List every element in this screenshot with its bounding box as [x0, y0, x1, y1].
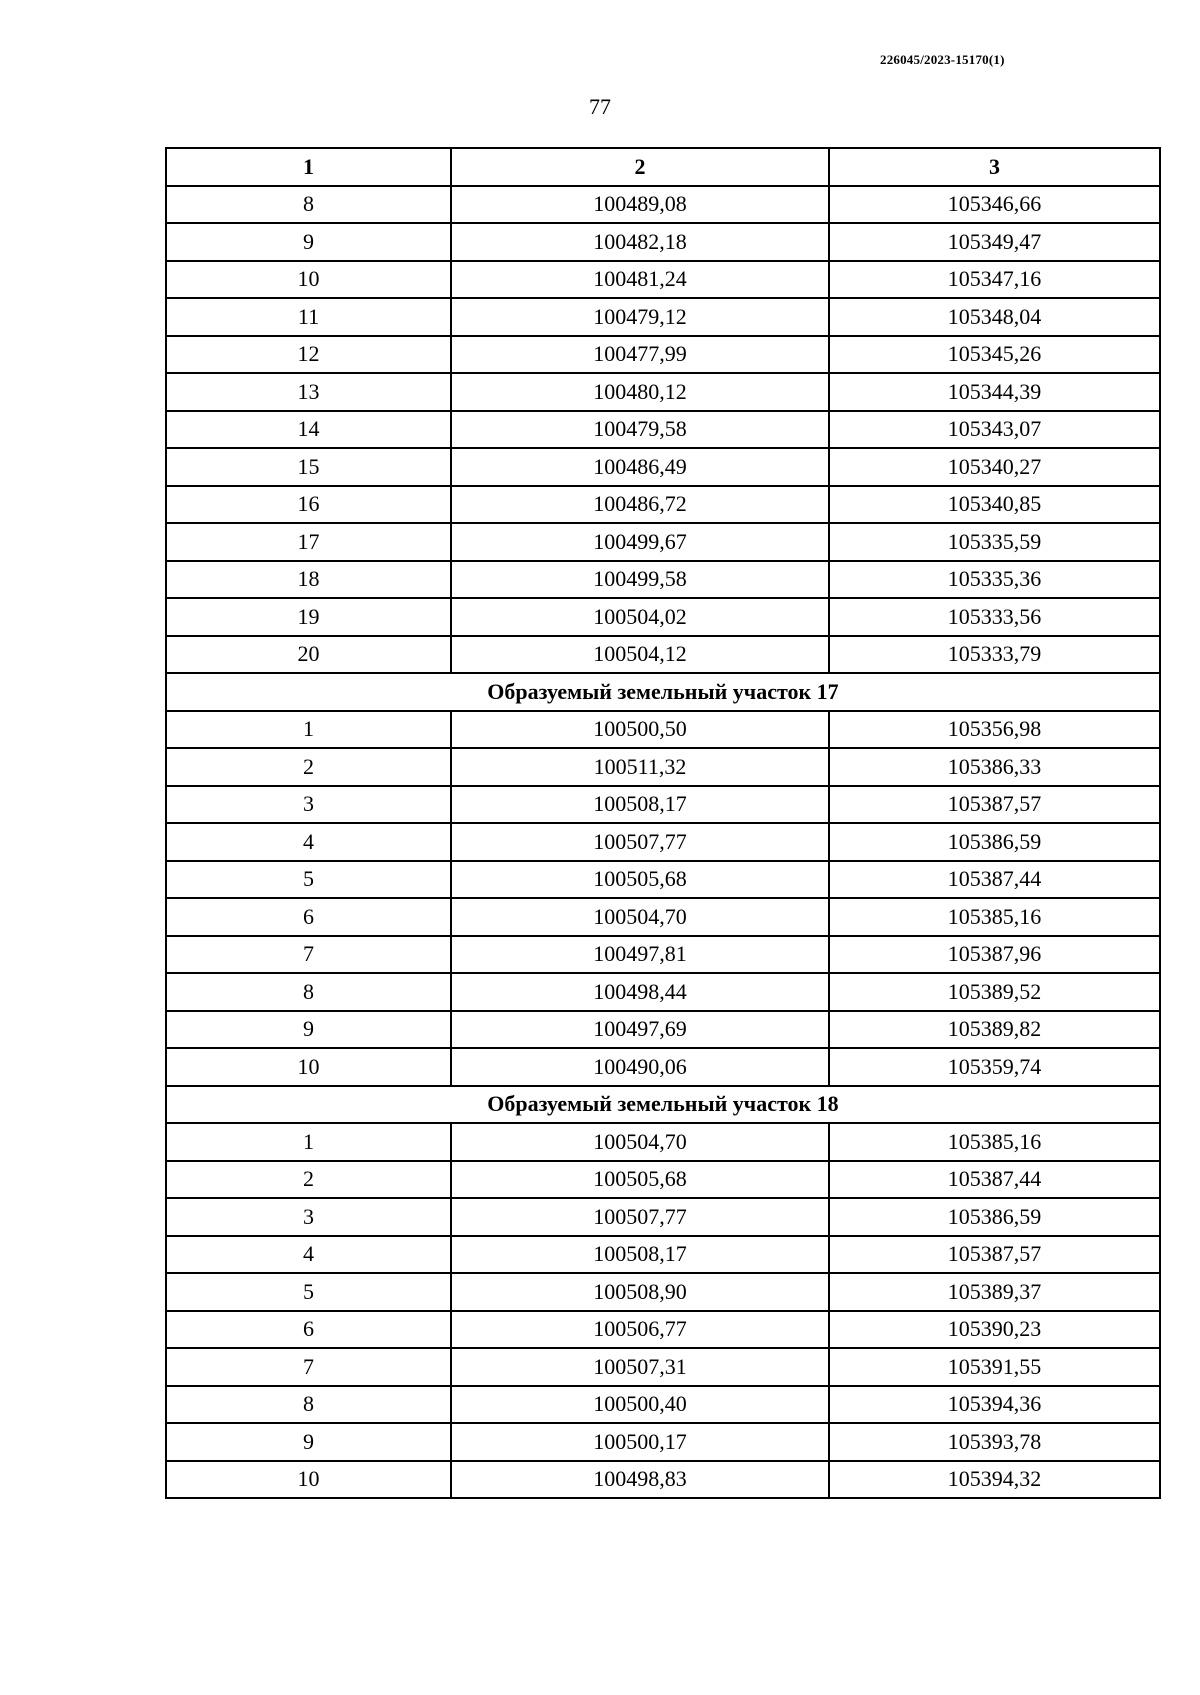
page-number: 77 — [589, 94, 611, 119]
table-row — [166, 973, 1160, 1011]
table-row — [166, 523, 1160, 561]
point-number-cell: 3 — [166, 1198, 451, 1236]
coordinate-y-cell: 105340,85 — [829, 486, 1160, 524]
coordinate-y-cell: 105385,16 — [829, 1123, 1160, 1161]
coordinate-x-cell: 100497,81 — [451, 936, 829, 974]
table-row — [166, 786, 1160, 824]
coordinate-x-cell: 100500,40 — [451, 1386, 829, 1424]
table-row — [166, 186, 1160, 224]
point-number-cell: 1 — [166, 1123, 451, 1161]
document-number: 226045/2023-15170(1) — [880, 52, 1005, 67]
coordinate-x-cell: 100504,02 — [451, 598, 829, 636]
table-row — [166, 711, 1160, 749]
table-row — [166, 861, 1160, 899]
point-number-cell: 11 — [166, 298, 451, 336]
table-row — [166, 898, 1160, 936]
point-number-cell: 8 — [166, 1386, 451, 1424]
coordinate-y-cell: 105340,27 — [829, 448, 1160, 486]
table-row — [166, 298, 1160, 336]
coordinate-y-cell: 105390,23 — [829, 1311, 1160, 1349]
table-row — [166, 1348, 1160, 1386]
table-row — [166, 561, 1160, 599]
table-row — [166, 1011, 1160, 1049]
coordinate-y-cell: 105387,96 — [829, 936, 1160, 974]
point-number-cell: 1 — [166, 711, 451, 749]
table-row — [166, 1198, 1160, 1236]
point-number-cell: 19 — [166, 598, 451, 636]
point-number-cell: 10 — [166, 1461, 451, 1499]
coordinate-x-cell: 100504,70 — [451, 898, 829, 936]
table-row — [166, 373, 1160, 411]
coordinate-x-cell: 100508,17 — [451, 1236, 829, 1274]
coordinate-y-cell: 105333,56 — [829, 598, 1160, 636]
coordinate-x-cell: 100480,12 — [451, 373, 829, 411]
coordinate-y-cell: 105335,59 — [829, 523, 1160, 561]
table-row — [166, 223, 1160, 261]
table-header-row — [166, 148, 1160, 186]
coordinate-x-cell: 100497,69 — [451, 1011, 829, 1049]
table-row — [166, 936, 1160, 974]
point-number-cell: 3 — [166, 786, 451, 824]
point-number-cell: 17 — [166, 523, 451, 561]
point-number-cell: 5 — [166, 1273, 451, 1311]
point-number-cell: 9 — [166, 223, 451, 261]
coordinate-y-cell: 105348,04 — [829, 298, 1160, 336]
coordinate-x-cell: 100506,77 — [451, 1311, 829, 1349]
table-row — [166, 1386, 1160, 1424]
coordinate-y-cell: 105385,16 — [829, 898, 1160, 936]
point-number-cell: 7 — [166, 936, 451, 974]
column-header: 3 — [829, 148, 1160, 186]
coordinate-y-cell: 105389,52 — [829, 973, 1160, 1011]
coordinates-table — [165, 147, 1161, 1499]
table-row — [166, 1273, 1160, 1311]
point-number-cell: 13 — [166, 373, 451, 411]
table-row — [166, 748, 1160, 786]
coordinate-y-cell: 105347,16 — [829, 261, 1160, 299]
coordinate-y-cell: 105391,55 — [829, 1348, 1160, 1386]
coordinate-y-cell: 105386,59 — [829, 1198, 1160, 1236]
coordinate-y-cell: 105349,47 — [829, 223, 1160, 261]
point-number-cell: 18 — [166, 561, 451, 599]
coordinate-y-cell: 105356,98 — [829, 711, 1160, 749]
coordinate-x-cell: 100507,77 — [451, 823, 829, 861]
section-title: Образуемый земельный участок 18 — [166, 1086, 1160, 1124]
coordinate-y-cell: 105394,36 — [829, 1386, 1160, 1424]
coordinate-x-cell: 100477,99 — [451, 336, 829, 374]
table-row — [166, 261, 1160, 299]
point-number-cell: 5 — [166, 861, 451, 899]
coordinate-x-cell: 100508,90 — [451, 1273, 829, 1311]
coordinate-x-cell: 100499,58 — [451, 561, 829, 599]
section-header-row — [166, 1086, 1160, 1124]
table-row — [166, 1311, 1160, 1349]
table-row — [166, 598, 1160, 636]
table-row — [166, 448, 1160, 486]
coordinate-y-cell: 105393,78 — [829, 1423, 1160, 1461]
section-header-row — [166, 673, 1160, 711]
coordinate-y-cell: 105387,57 — [829, 786, 1160, 824]
table-row — [166, 1161, 1160, 1199]
section-title: Образуемый земельный участок 17 — [166, 673, 1160, 711]
point-number-cell: 8 — [166, 186, 451, 224]
coordinate-x-cell: 100504,70 — [451, 1123, 829, 1161]
coordinate-y-cell: 105333,79 — [829, 636, 1160, 674]
coordinate-y-cell: 105387,44 — [829, 1161, 1160, 1199]
coordinate-y-cell: 105345,26 — [829, 336, 1160, 374]
point-number-cell: 9 — [166, 1423, 451, 1461]
table-row — [166, 1423, 1160, 1461]
point-number-cell: 7 — [166, 1348, 451, 1386]
column-header: 2 — [451, 148, 829, 186]
coordinate-x-cell: 100489,08 — [451, 186, 829, 224]
point-number-cell: 6 — [166, 898, 451, 936]
point-number-cell: 2 — [166, 748, 451, 786]
coordinate-y-cell: 105394,32 — [829, 1461, 1160, 1499]
point-number-cell: 2 — [166, 1161, 451, 1199]
table-row — [166, 411, 1160, 449]
table-row — [166, 823, 1160, 861]
point-number-cell: 4 — [166, 1236, 451, 1274]
coordinate-x-cell: 100486,72 — [451, 486, 829, 524]
coordinate-y-cell: 105344,39 — [829, 373, 1160, 411]
coordinate-x-cell: 100507,77 — [451, 1198, 829, 1236]
coordinate-x-cell: 100490,06 — [451, 1048, 829, 1086]
coordinate-x-cell: 100499,67 — [451, 523, 829, 561]
coordinate-y-cell: 105335,36 — [829, 561, 1160, 599]
point-number-cell: 14 — [166, 411, 451, 449]
point-number-cell: 12 — [166, 336, 451, 374]
coordinate-y-cell: 105389,37 — [829, 1273, 1160, 1311]
point-number-cell: 6 — [166, 1311, 451, 1349]
coordinate-y-cell: 105389,82 — [829, 1011, 1160, 1049]
table-row — [166, 1123, 1160, 1161]
coordinate-x-cell: 100481,24 — [451, 261, 829, 299]
coordinate-y-cell: 105359,74 — [829, 1048, 1160, 1086]
coordinate-y-cell: 105386,33 — [829, 748, 1160, 786]
table-row — [166, 1048, 1160, 1086]
coordinate-y-cell: 105387,44 — [829, 861, 1160, 899]
coordinate-x-cell: 100505,68 — [451, 1161, 829, 1199]
coordinate-x-cell: 100498,83 — [451, 1461, 829, 1499]
point-number-cell: 16 — [166, 486, 451, 524]
point-number-cell: 15 — [166, 448, 451, 486]
table-row — [166, 1236, 1160, 1274]
coordinate-x-cell: 100498,44 — [451, 973, 829, 1011]
table-body — [166, 186, 1160, 1499]
table-row — [166, 1461, 1160, 1499]
coordinate-x-cell: 100504,12 — [451, 636, 829, 674]
point-number-cell: 9 — [166, 1011, 451, 1049]
coordinate-x-cell: 100505,68 — [451, 861, 829, 899]
coordinate-x-cell: 100486,49 — [451, 448, 829, 486]
coordinate-x-cell: 100508,17 — [451, 786, 829, 824]
coordinate-x-cell: 100479,12 — [451, 298, 829, 336]
coordinate-x-cell: 100500,17 — [451, 1423, 829, 1461]
point-number-cell: 8 — [166, 973, 451, 1011]
point-number-cell: 10 — [166, 1048, 451, 1086]
table-row — [166, 336, 1160, 374]
point-number-cell: 10 — [166, 261, 451, 299]
point-number-cell: 4 — [166, 823, 451, 861]
coordinate-x-cell: 100507,31 — [451, 1348, 829, 1386]
coordinate-x-cell: 100500,50 — [451, 711, 829, 749]
coordinate-y-cell: 105386,59 — [829, 823, 1160, 861]
point-number-cell: 20 — [166, 636, 451, 674]
coordinate-x-cell: 100482,18 — [451, 223, 829, 261]
coordinate-x-cell: 100511,32 — [451, 748, 829, 786]
coordinate-y-cell: 105343,07 — [829, 411, 1160, 449]
column-header: 1 — [166, 148, 451, 186]
table-row — [166, 636, 1160, 674]
coordinate-y-cell: 105346,66 — [829, 186, 1160, 224]
coordinate-y-cell: 105387,57 — [829, 1236, 1160, 1274]
table-row — [166, 486, 1160, 524]
coordinate-x-cell: 100479,58 — [451, 411, 829, 449]
